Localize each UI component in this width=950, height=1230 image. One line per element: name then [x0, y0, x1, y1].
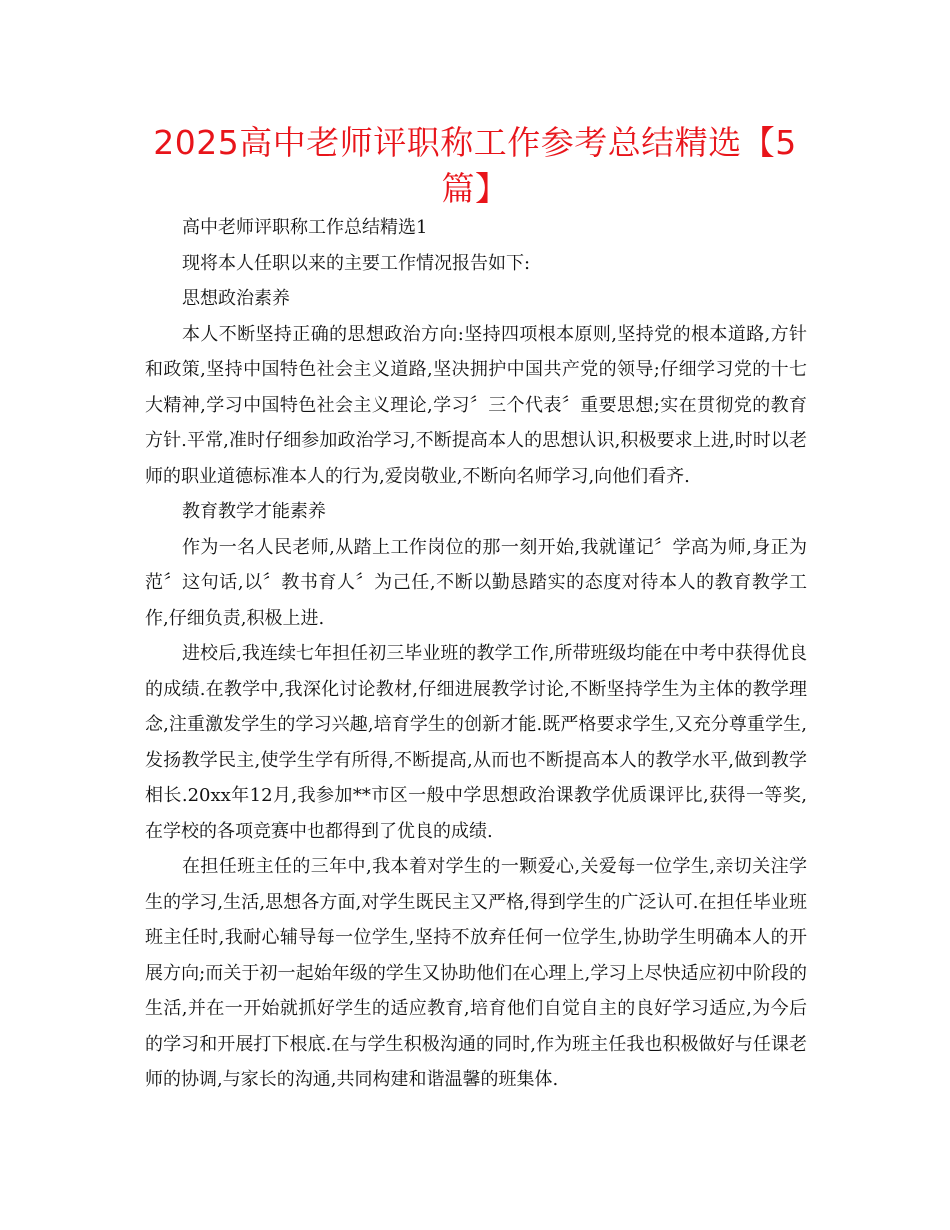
paragraph: 现将本人任职以来的主要工作情况报告如下: [182, 252, 531, 274]
document-title: 2025高中老师评职称工作参考总结精选【5篇】 [153, 123, 797, 208]
paragraph: 本人不断坚持正确的思想政治方向:坚持四项根本原则,坚持党的根本道路,方针和政策,坚持中国特色社会主义道路,坚决拥护中国共产党的领导;仔细学习党的十七大精神,学习中国特色社会主义理论,学习〞三个代表〞重要思想;实在贯彻党的教育方针.平常,准时仔细参加政治学习,不断提高本人的思想认识,积极要求上进,时时以老师的职业道德标准本人的行为,爱岗敬业,不断向名师学习,向他们看齐. [145, 323, 807, 487]
paragraph: 在担任班主任的三年中,我本着对学生的一颗爱心,关爱每一位学生,亲切关注学生的学习,生活,思想各方面,对学生既民主又严格,得到学生的广泛认可.在担任毕业班班主任时,我耐心辅导每一位学生,坚持不放弃任何一位学生,协助学生明确本人的开展方向;而关于初一起始年级的学生又协助他们在心理上,学习上尽快适应初中阶段的生活,并在一开始就抓好学生的适应教育,培育他们自觉自主的良好学习适应,为今后的学习和开展打下根底.在与学生积极沟通的同时,作为班主任我也积极做好与任课老师的协调,与家长的沟通,共同构建和谐温馨的班集体. [145, 856, 807, 1090]
section-heading: 思想政治素养 [182, 288, 290, 309]
section-heading: 教育教学才能素养 [182, 501, 326, 522]
paragraph: 进校后,我连续七年担任初三毕业班的教学工作,所带班级均能在中考中获得优良的成绩.在教学中,我深化讨论教材,仔细进展教学讨论,不断坚持学生为主体的教学理念,注重激发学生的学习兴趣,培育学生的创新才能.既严格要求学生,又充分尊重学生,发扬教学民主,使学生学有所得,不断提高,从而也不断提高本人的教学水平,做到教学相长.20xx年12月,我参加**市区一般中学思想政治课教学优质课评比,获得一等奖,在学校的各项竞赛中也都得到了优良的成绩. [145, 643, 807, 842]
paragraph: 作为一名人民老师,从踏上工作岗位的那一刻开始,我就谨记〞学高为师,身正为范〞这句话,以〞教书育人〞为己任,不断以勤恳踏实的态度对待本人的教育教学工作,仔细负责,积极上进. [145, 536, 807, 629]
document-body [145, 210, 807, 1098]
section-heading: 高中老师评职称工作总结精选1 [182, 217, 428, 238]
